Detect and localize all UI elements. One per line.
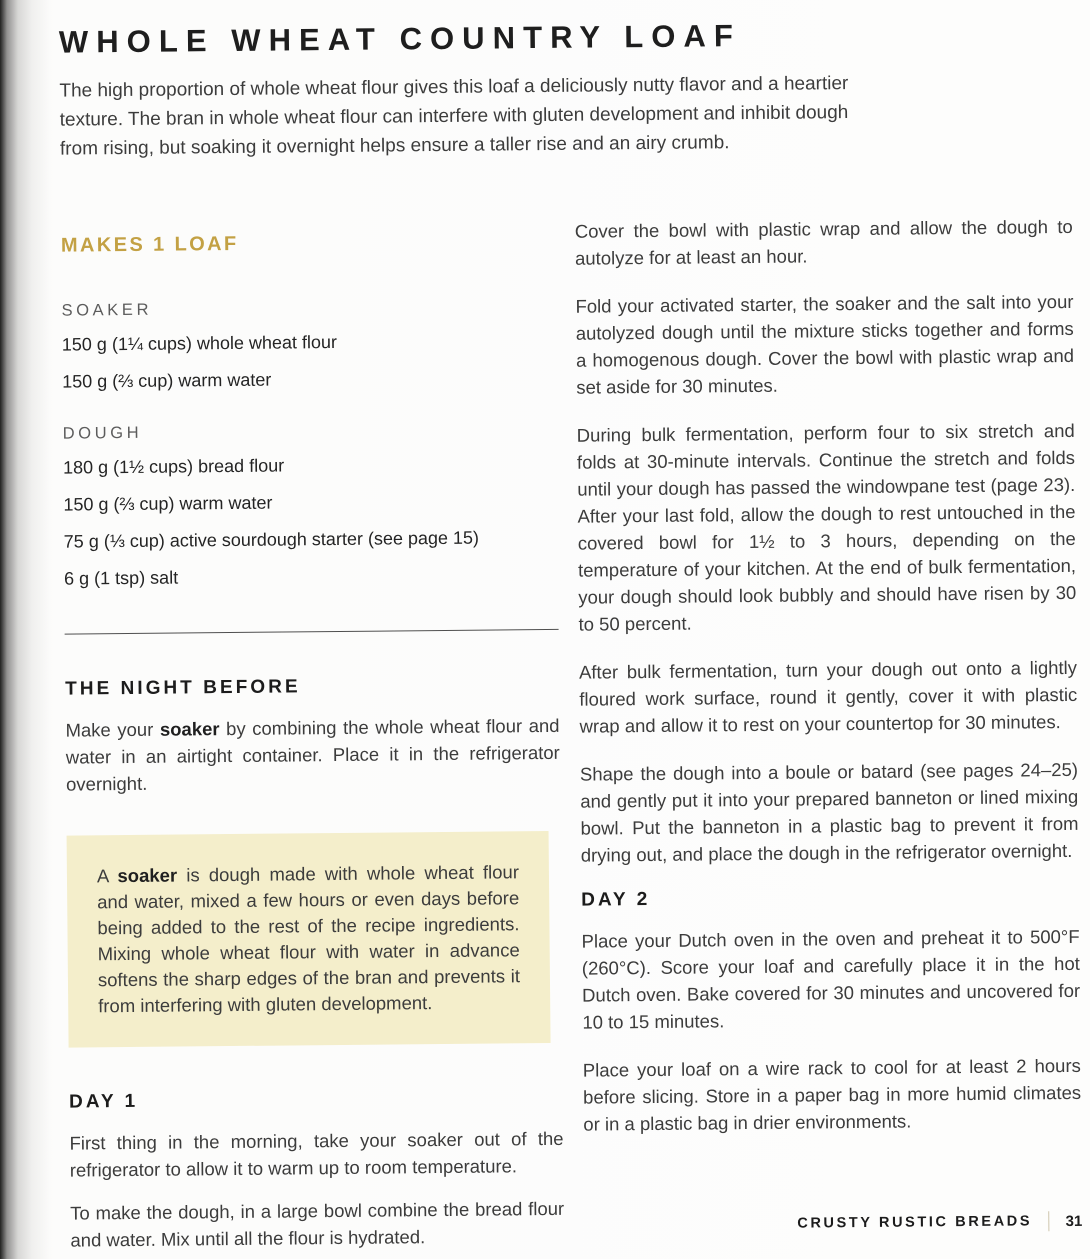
ingredient-line: 6 g (1 tsp) salt xyxy=(63,567,179,589)
instruction-paragraph: Fold your activated starter, the soaker and the salt into your autolyzed dough until the mixture sticks together and forms a homogenous dough. Cover the bowl with plastic wrap and set aside for 30 minutes. xyxy=(575,290,1075,398)
right-column xyxy=(575,213,1082,1159)
day1-paragraph: To make the dough, in a large bowl combine the bread flour and water. Mix until all the flour is hydrated. xyxy=(70,1197,565,1251)
page-footer xyxy=(797,1211,1082,1234)
section-divider xyxy=(65,629,559,635)
instruction-paragraph: During bulk fermentation, perform four to six stretch and folds at 30-minute intervals. Continue the stretch and folds until your dough has passed the windowpane test (page 23). After your last fold, allow the dough to rest untouched in the covered bowl for 1½ to 3 hours, depending on the temperature of your kitchen. At the end of bulk fermentation, your dough should look bubbly and should have risen by 30 to 50 percent. xyxy=(576,419,1077,635)
day2-paragraph: Place your Dutch oven in the oven and preheat it to 500°F (260°C). Score your loaf and carefully place it in the hot Dutch oven. Bake covered for 30 minutes and uncovered for 10 to 15 minutes. xyxy=(581,925,1081,1033)
page-number: 31 xyxy=(1065,1212,1083,1230)
ingredient-group-title: DOUGH xyxy=(62,423,143,443)
recipe-intro: The high proportion of whole wheat flour gives this loaf a deliciously nutty flavor and a heartier texture. The bran in whole wheat flour can interfere with gluten development and inhibit dough from rising, but soaking it overnight helps ensure a taller rise and an airy crumb. xyxy=(59,73,849,160)
day2-paragraph: Place your loaf on a wire rack to cool for at least 2 hours before slicing. Store in a paper bag in more humid climates or in a plastic bag in drier environments. xyxy=(582,1054,1082,1135)
day2-heading: DAY 2 xyxy=(581,889,651,911)
footer-divider xyxy=(1048,1211,1050,1231)
ingredient-line: 150 g (⅔ cup) warm water xyxy=(62,369,272,392)
ingredient-line: 150 g (1¼ cups) whole wheat flour xyxy=(61,331,338,355)
soaker-callout-box xyxy=(67,831,551,1048)
soaker-bold-term: soaker xyxy=(117,864,178,887)
soaker-bold-term: soaker xyxy=(159,718,220,740)
night-before-paragraph xyxy=(65,712,560,798)
instruction-paragraph: Shape the dough into a boule or batard (see pages 24–25) and gently put it into your prepared banneton or lined mixing bowl. Put the banneton in a plastic bag to prevent it from drying out, and place the dough in the refrigerator overnight. xyxy=(579,758,1079,866)
paragraph-text: A xyxy=(96,865,118,887)
day1-paragraph: First thing in the morning, take your soaker out of the refrigerator to allow it to warm up to room temperature. xyxy=(69,1127,564,1181)
ingredient-line: 150 g (⅔ cup) warm water xyxy=(63,492,273,515)
day1-heading: DAY 1 xyxy=(69,1090,139,1113)
ingredient-group-soaker xyxy=(61,297,556,401)
left-column xyxy=(61,230,565,1254)
paragraph-text: by combining the whole wheat flour and water in an airtight container. Place it in the refrigerator overnight. xyxy=(65,714,560,795)
ingredient-group-title: SOAKER xyxy=(61,300,153,320)
instruction-paragraph: Cover the bowl with plastic wrap and allow the dough to autolyze for at least an hour. xyxy=(574,215,1073,269)
recipe-header xyxy=(59,17,878,164)
night-before-heading: THE NIGHT BEFORE xyxy=(65,676,301,700)
instruction-paragraph: After bulk fermentation, turn your dough out onto a lightly floured work surface, round it gently, cover it with plastic wrap and allow it to rest on your countertop for 30 minutes. xyxy=(578,656,1078,737)
recipe-title: WHOLE WHEAT COUNTRY LOAF xyxy=(58,18,742,60)
paragraph-text: is dough made with whole wheat flour and water, mixed a few hours or even days before being added to the rest of the recipe ingredients. Mixing whole wheat flour with water in advance softens the sharp edges of the bran and prevents it from interfering with gluten development. xyxy=(97,861,521,1017)
chapter-title: CRUSTY RUSTIC BREADS xyxy=(797,1213,1033,1232)
ingredient-line: 75 g (⅓ cup) active sourdough starter (see page 15) xyxy=(63,527,480,552)
yield-label: MAKES 1 LOAF xyxy=(60,232,239,257)
paragraph-text: Make your xyxy=(65,718,160,741)
callout-paragraph xyxy=(97,859,520,1019)
ingredient-group-dough xyxy=(63,420,559,598)
ingredient-line: 180 g (1½ cups) bread flour xyxy=(62,455,285,478)
